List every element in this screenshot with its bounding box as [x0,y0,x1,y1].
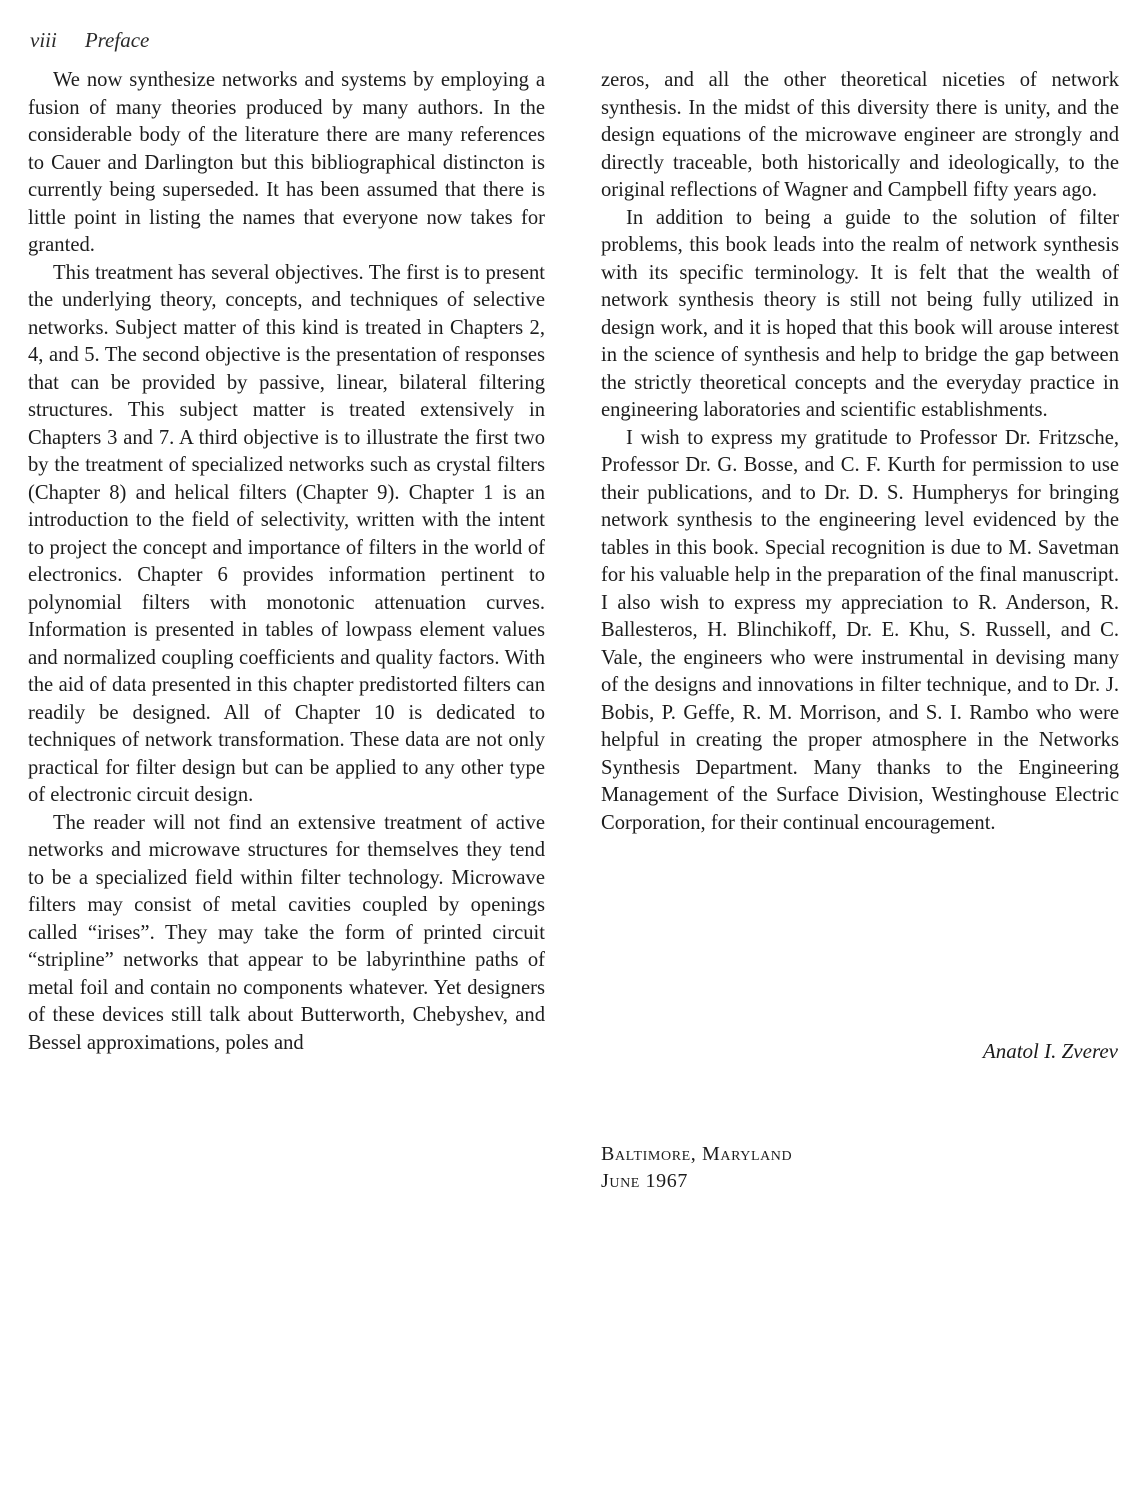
place-and-date [601,1141,792,1195]
paragraph-microwave-structures: The reader will not find an extensive treatment of active networks and microwave structures for themselves they tend to be a specialized field within filter technology. Microwave filters may consist of metal cavities coupled by openings called “irises”. They may take the form of printed circuit “stripline” networks that appear to be labyrinthine paths of metal foil and contain no components whatever. Yet designers of these devices still talk about Butterworth, Chebyshev, and Bessel approximations, poles and [28,811,545,1054]
author-signature: Anatol I. Zverev [982,1039,1118,1063]
paragraph-continuation: zeros, and all the other theoretical niceties of network synthesis. In the midst of this diversity there is unity, and the design equations of the microwave engineer are strongly and directly traceable, both historically and ideologically, to the original reflections of Wagner and Campbell fifty years ago. [601,69,1119,201]
left-column [28,67,545,1057]
page-header [30,28,149,53]
paragraph-synthesis-theories: We now synthesize networks and systems by employing a fusion of many theories produced by many authors. In the considerable body of the literature there are many references to Cauer and Darlington but this bibliographical distincton is currently being superseded. It has been assumed that there is little point in listing the names that everyone now takes for granted. [28,69,545,256]
running-title: Preface [84,28,150,52]
date: June 1967 [601,1170,688,1192]
place: Baltimore, Maryland [601,1143,793,1165]
page-number: viii [30,28,57,52]
paragraph-acknowledgements: I wish to express my gratitude to Professor Dr. Fritzsche, Professor Dr. G. Bosse, and C. F. Kurth for permission to use their publications, and to Dr. D. S. Humpherys for bringing network synthesis to the engineering level evidenced by the tables in this book. Special recognition is due to M. Savetman for his valuable help in the preparation of the final manuscript. I also wish to express my appreciation to R. Anderson, R. Ballesteros, H. Blinchikoff, Dr. E. Khu, S. Russell, and C. Vale, the engineers who were instrumental in devising many of the designs and innovations in filter technique, and to Dr. J. Bobis, P. Geffe, R. M. Morrison, and S. I. Rambo who were helpful in creating the proper atmosphere in the Networks Synthesis Department. Many thanks to the Engineering Management of the Surface Division, Westinghouse Electric Corporation, for their continual encouragement. [601,426,1119,834]
paragraph-network-synthesis-guide: In addition to being a guide to the solution of filter problems, this book leads into the realm of network synthesis with its specific terminology. It is felt that the wealth of network synthesis theory is still not being fully utilized in design work, and it is hoped that this book will arouse interest in the science of synthesis and help to bridge the gap between the strictly theoretical concepts and the everyday practice in engineering laboratories and scientific establishments. [601,206,1119,421]
paragraph-objectives: This treatment has several objectives. The first is to present the underlying theory, concepts, and techniques of selective networks. Subject matter of this kind is treated in Chapters 2, 4, and 5. The second objective is the presentation of responses that can be provided by passive, linear, bilateral filtering structures. This subject matter is treated extensively in Chapters 3 and 7. A third objective is to illustrate the first two by the treatment of specialized networks such as crystal filters (Chapter 8) and helical filters (Chapter 9). Chapter 1 is an introduction to the field of selectivity, written with the intent to project the concept and importance of filters in the world of electronics. Chapter 6 provides information pertinent to polynomial filters with monotonic attenuation curves. Information is presented in tables of lowpass element values and normalized coupling coefficients and quality factors. With the aid of data presented in this chapter predistorted filters can readily be designed. All of Chapter 10 is dedicated to techniques of network transformation. These data are not only practical for filter design but can be applied to any other type of electronic circuit design. [28,261,545,806]
right-column [601,67,1119,837]
